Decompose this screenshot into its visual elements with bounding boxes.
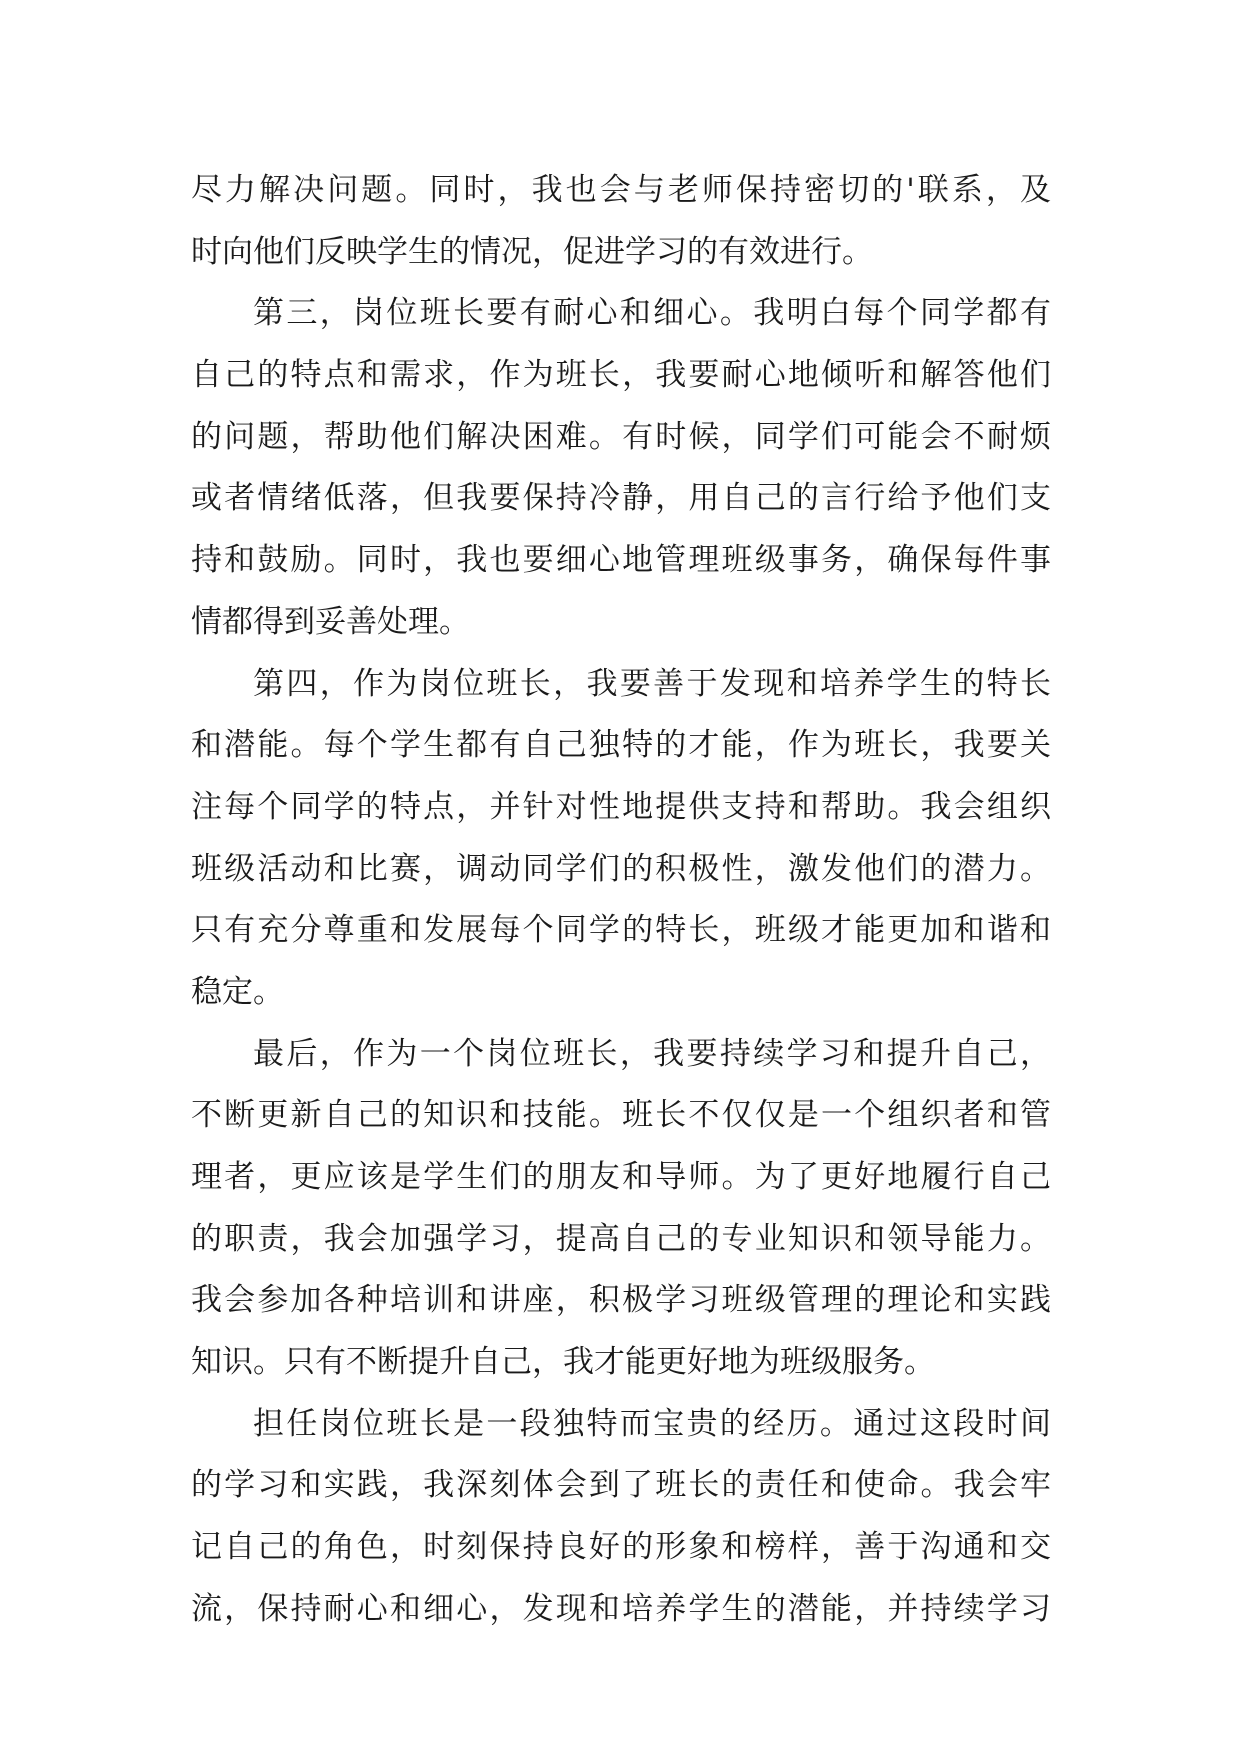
text-line: 理者，更应该是学生们的朋友和导师。为了更好地履行自己 [191, 1159, 1051, 1195]
text-line: 持和鼓励。同时，我也要细心地管理班级事务，确保每件事 [191, 542, 1051, 579]
paragraph-start-line: 第三，岗位班长要有耐心和细心。我明白每个同学都有 [253, 295, 1051, 332]
text-line: 自己的特点和需求，作为班长，我要耐心地倾听和解答他们 [191, 357, 1051, 394]
text-line: 或者情绪低落，但我要保持冷静，用自己的言行给予他们支 [191, 480, 1051, 517]
text-line: 和潜能。每个学生都有自己独特的才能，作为班长，我要关 [191, 727, 1051, 764]
text-line: 时向他们反映学生的情况，促进学习的有效进行。 [191, 233, 873, 270]
paragraph-start-line: 最后，作为一个岗位班长，我要持续学习和提升自己， [253, 1035, 1051, 1072]
text-line: 情都得到妥善处理。 [191, 603, 470, 640]
text-line: 流，保持耐心和细心，发现和培养学生的潜能，并持续学习 [191, 1590, 1051, 1627]
document-body [191, 160, 1051, 1641]
text-line: 的学习和实践，我深刻体会到了班长的责任和使命。我会牢 [191, 1467, 1051, 1504]
text-line: 我会参加各种培训和讲座，积极学习班级管理的理论和实践 [191, 1282, 1051, 1319]
text-line: 的职责，我会加强学习，提高自己的专业知识和领导能力。 [191, 1220, 1051, 1257]
text-line: 只有充分尊重和发展每个同学的特长，班级才能更加和谐和 [191, 912, 1051, 949]
text-line: 尽力解决问题。同时，我也会与老师保持密切的'联系，及 [191, 172, 1051, 208]
paragraph-start-line: 担任岗位班长是一段独特而宝贵的经历。通过这段时间 [253, 1405, 1051, 1442]
text-line: 的问题，帮助他们解决困难。有时候，同学们可能会不耐烦 [191, 418, 1051, 455]
paragraph-start-line: 第四，作为岗位班长，我要善于发现和培养学生的特长 [253, 665, 1051, 702]
text-line: 知识。只有不断提升自己，我才能更好地为班级服务。 [191, 1344, 935, 1381]
text-line: 注每个同学的特点，并针对性地提供支持和帮助。我会组织 [191, 788, 1051, 825]
text-line: 不断更新自己的知识和技能。班长不仅仅是一个组织者和管 [191, 1097, 1051, 1134]
text-line: 稳定。 [191, 973, 284, 1010]
text-line: 班级活动和比赛，调动同学们的积极性，激发他们的潜力。 [191, 850, 1051, 887]
text-line: 记自己的角色，时刻保持良好的形象和榜样，善于沟通和交 [191, 1529, 1051, 1566]
